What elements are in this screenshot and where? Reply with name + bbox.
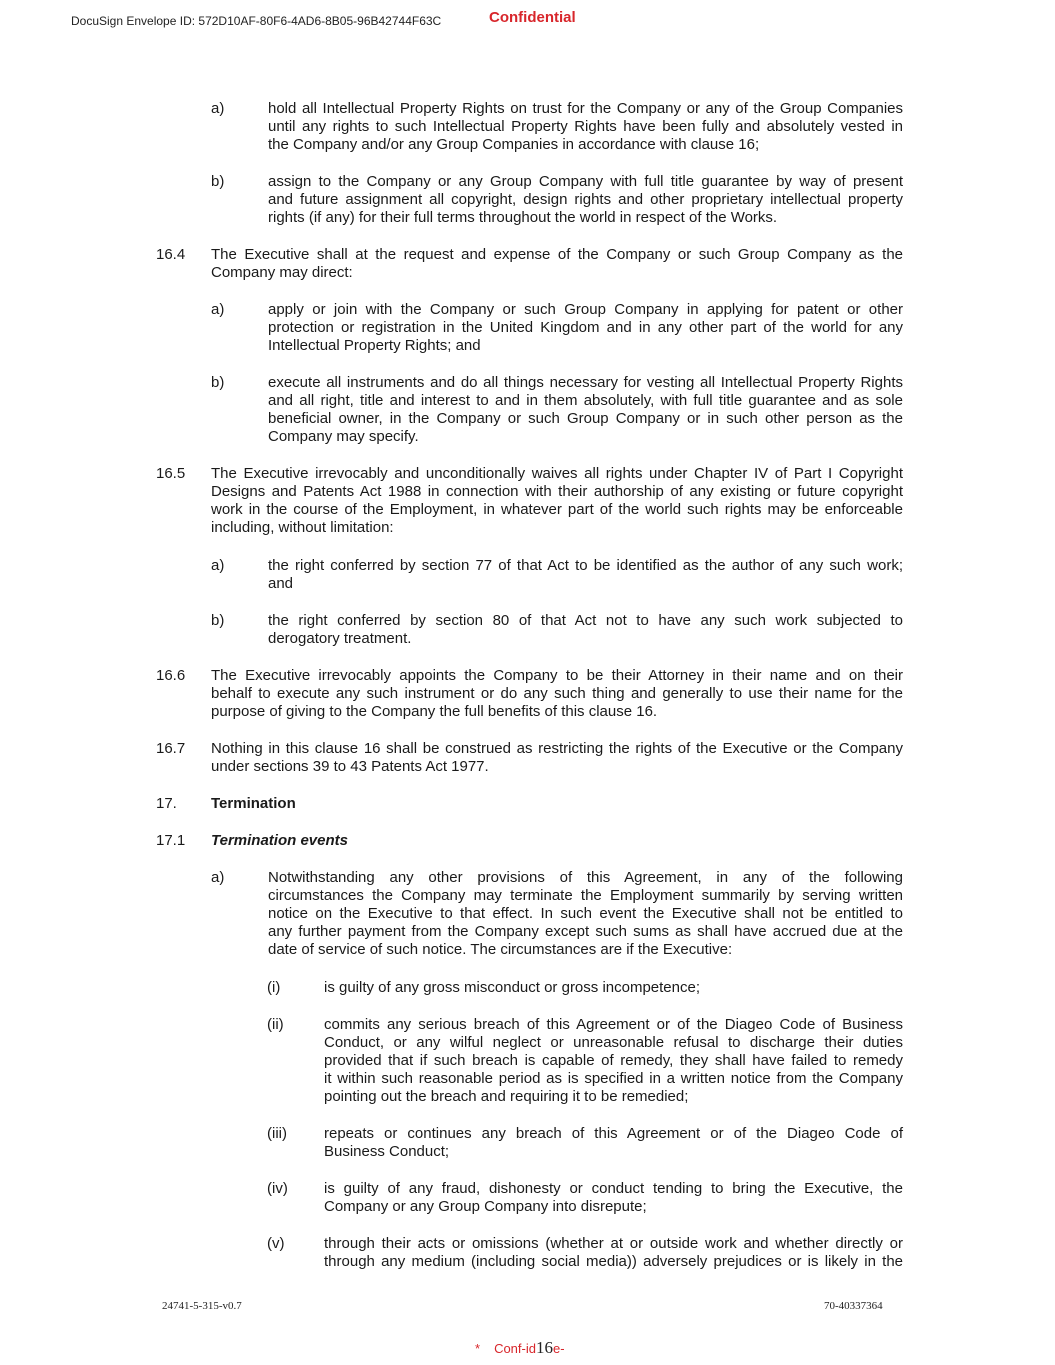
clause-16-7-number: 16.7: [156, 740, 186, 757]
clause-16-5-a-number: a): [211, 557, 225, 574]
text-line: Designs and Patents Act 1988 in connection with their authorship of any existing or future copyright: [211, 483, 903, 500]
clause-17-1-i-text: [324, 979, 903, 997]
text-line: derogatory treatment.: [268, 630, 412, 647]
text-line: repeats or continues any breach of this Agreement or of the Diageo Code of: [324, 1125, 903, 1142]
footer-reference-number: 70-40337364: [824, 1300, 883, 1312]
text-line: protection or registration in the United Kingdom and in any other part of the world for any: [268, 319, 903, 336]
clause-16-4-number: 16.4: [156, 246, 186, 263]
text-line: Conduct, or any wilful neglect or unreasonable refusal to discharge their duties: [324, 1034, 903, 1051]
text-line: date of service of such notice. The circumstances are if the Executive:: [268, 941, 733, 958]
page-number: 16: [535, 1338, 553, 1357]
footer-confidential-mark: [475, 1338, 565, 1358]
clause-16-5-b-text: [268, 612, 903, 648]
clause-17-1-ii-text: [324, 1016, 903, 1106]
text-line: commits any serious breach of this Agreement or of the Diageo Code of Business: [324, 1016, 903, 1033]
footer-star: *: [475, 1341, 481, 1356]
clause-16-6-text: [211, 667, 903, 721]
text-line: and future assignment all copyright, design rights and other proprietary intellectual property: [268, 191, 903, 208]
text-line: the right conferred by section 80 of that Act not to have any such work subjected to: [268, 612, 903, 629]
text-line: Company may direct:: [211, 264, 353, 281]
text-line: and: [268, 575, 294, 592]
clause-17-1-iii-number: (iii): [267, 1125, 287, 1142]
text-line: it within such reasonable period as is specified in a written notice from the Company: [324, 1070, 903, 1087]
text-line: The Executive irrevocably and unconditionally waives all rights under Chapter IV of Part I Copyright: [211, 465, 903, 482]
clause-16-3-b-number: b): [211, 173, 225, 190]
text-line: and all right, title and interest to and in them absolutely, with full title guarantee and as sole: [268, 392, 903, 409]
clause-16-3-b-text: [268, 173, 903, 227]
text-line: purpose of giving to the Company the full benefits of this clause 16.: [211, 703, 658, 720]
text-line: notice on the Executive to that effect. In such event the Executive shall not be entitled to: [268, 905, 903, 922]
text-line: until any rights to such Intellectual Property Rights have been fully and absolutely vested in: [268, 118, 903, 135]
clause-16-4-text: [211, 246, 903, 282]
confidential-label: Confidential: [489, 9, 576, 26]
text-line: is guilty of any gross misconduct or gross incompetence;: [324, 979, 701, 996]
clause-17-1-i-number: (i): [267, 979, 281, 996]
clause-16-5-number: 16.5: [156, 465, 186, 482]
text-line: work in the course of the Employment, in whatever part of the world such rights may be enforceable: [211, 501, 903, 518]
clause-16-6-number: 16.6: [156, 667, 186, 684]
text-line: Company may specify.: [268, 428, 419, 445]
clause-16-3-a-number: a): [211, 100, 225, 117]
text-line: through their acts or omissions (whether at or outside work and whether directly or: [324, 1235, 903, 1252]
text-line: rights (if any) for their full terms throughout the world in respect of the Works.: [268, 209, 778, 226]
text-line: Company or any Group Company into disrepute;: [324, 1198, 647, 1215]
text-line: assign to the Company or any Group Company with full title guarantee by way of present: [268, 173, 903, 190]
text-line: the right conferred by section 77 of that Act to be identified as the author of any such work;: [268, 557, 903, 574]
text-line: The Executive irrevocably appoints the Company to be their Attorney in their name and on their: [211, 667, 903, 684]
text-line: beneficial owner, in the Company or such Group Company or in such other person as the: [268, 410, 903, 427]
clause-16-5-text: [211, 465, 903, 537]
text-line: through any medium (including social media)) adversely prejudices or is likely in the: [324, 1253, 903, 1270]
clause-17-number: 17.: [156, 795, 177, 812]
footer-conf-text: Conf-id: [494, 1341, 536, 1356]
text-line: execute all instruments and do all things necessary for vesting all Intellectual Property Rights: [268, 374, 903, 391]
clause-17-1-v-text: [324, 1235, 903, 1271]
clause-16-5-b-number: b): [211, 612, 225, 629]
text-line: The Executive shall at the request and expense of the Company or such Group Company as the: [211, 246, 903, 263]
clause-17-1-iii-text: [324, 1125, 903, 1161]
clause-16-4-a-number: a): [211, 301, 225, 318]
text-line: behalf to execute any such instrument or do any such thing and generally to use their name for the: [211, 685, 903, 702]
footer-document-reference: 24741-5-315-v0.7: [162, 1300, 242, 1312]
clause-17-1-number: 17.1: [156, 832, 186, 849]
clause-17-heading: Termination: [211, 795, 296, 812]
clause-16-5-a-text: [268, 557, 903, 593]
text-line: the Company and/or any Group Companies in accordance with clause 16;: [268, 136, 760, 153]
text-line: hold all Intellectual Property Rights on trust for the Company or any of the Group Companies: [268, 100, 903, 117]
clause-16-4-a-text: [268, 301, 903, 355]
clause-16-4-b-text: [268, 374, 903, 446]
clause-17-1-iv-number: (iv): [267, 1180, 288, 1197]
footer-conf-tail: e-: [552, 1341, 565, 1356]
text-line: Business Conduct;: [324, 1143, 450, 1160]
text-line: Nothing in this clause 16 shall be construed as restricting the rights of the Executive or the Company: [211, 740, 903, 757]
clause-16-7-text: [211, 740, 903, 776]
text-line: circumstances the Company may terminate the Employment summarily by serving written: [268, 887, 903, 904]
text-line: Notwithstanding any other provisions of this Agreement, in any of the following: [268, 869, 903, 886]
clause-17-1-heading: Termination events: [211, 832, 348, 849]
text-line: provided that if such breach is capable of remedy, they shall have failed to remedy: [324, 1052, 903, 1069]
text-line: Intellectual Property Rights; and: [268, 337, 481, 354]
clause-17-1-v-number: (v): [267, 1235, 285, 1252]
text-line: including, without limitation:: [211, 519, 394, 536]
clause-17-1-a-number: a): [211, 869, 225, 886]
clause-17-1-ii-number: (ii): [267, 1016, 284, 1033]
text-line: under sections 39 to 43 Patents Act 1977.: [211, 758, 489, 775]
docusign-envelope-id: DocuSign Envelope ID: 572D10AF-80F6-4AD6-8B05-96B42744F63C: [71, 14, 442, 28]
clause-16-4-b-number: b): [211, 374, 225, 391]
clause-16-3-a-text: [268, 100, 903, 154]
clause-17-1-a-text: [268, 869, 903, 959]
text-line: pointing out the breach and requiring it to be remedied;: [324, 1088, 689, 1105]
text-line: apply or join with the Company or such Group Company in applying for patent or other: [268, 301, 903, 318]
text-line: is guilty of any fraud, dishonesty or conduct tending to bring the Executive, the: [324, 1180, 903, 1197]
text-line: any further payment from the Company except such sums as shall have accrued due at the: [268, 923, 903, 940]
clause-17-1-iv-text: [324, 1180, 903, 1216]
